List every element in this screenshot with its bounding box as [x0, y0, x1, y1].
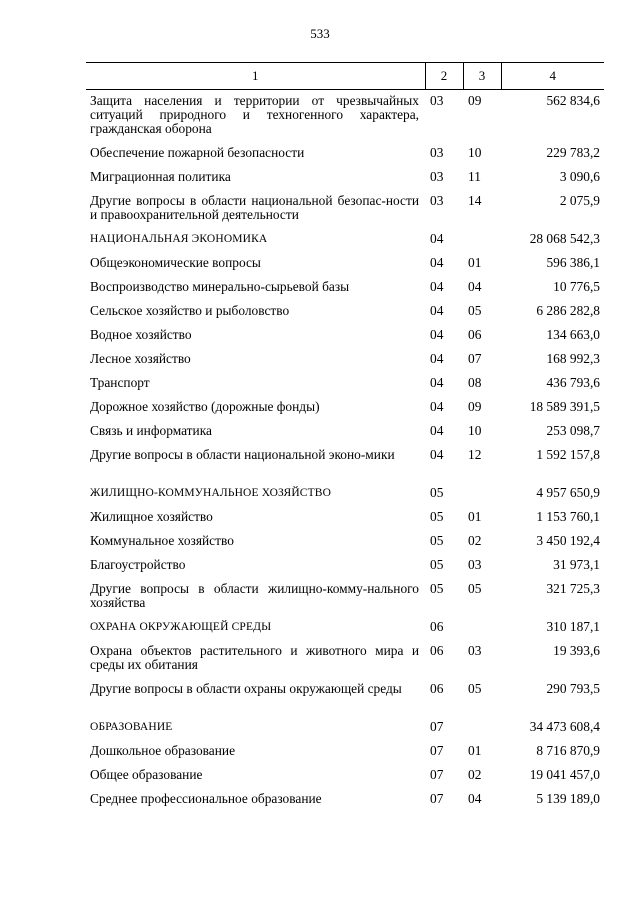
row-section-code: 07	[430, 719, 444, 734]
row-subsection-code: 09	[468, 93, 482, 108]
table-row	[86, 170, 604, 194]
row-name: ОБРАЗОВАНИЕ	[90, 721, 173, 733]
row-subsection-code: 03	[468, 557, 482, 572]
row-subsection-code: 09	[468, 399, 482, 414]
row-section-code: 07	[430, 743, 444, 758]
row-name: Миграционная политика	[90, 169, 231, 184]
row-section-code: 03	[430, 93, 444, 108]
table-row	[86, 424, 604, 448]
header-amount-column: 4	[501, 63, 604, 90]
row-subsection-code: 04	[468, 279, 482, 294]
row-amount: 2 075,9	[559, 193, 600, 208]
row-amount: 229 783,2	[546, 145, 600, 160]
row-subsection-code: 01	[468, 743, 482, 758]
row-section-code: 04	[430, 351, 444, 366]
table-row	[86, 448, 604, 486]
table-row	[86, 792, 604, 816]
row-amount: 562 834,6	[546, 93, 600, 108]
row-amount: 31 973,1	[553, 557, 600, 572]
row-name: ЖИЛИЩНО-КОММУНАЛЬНОЕ ХОЗЯЙСТВО	[90, 487, 332, 499]
row-name: Защита населения и территории от чрезвычайных ситуаций природного и техногенного характера, гражданская оборона	[90, 93, 419, 136]
row-subsection-code: 10	[468, 145, 482, 160]
row-subsection-code: 02	[468, 533, 482, 548]
row-subsection-code: 05	[468, 303, 482, 318]
row-name: Общее образование	[90, 767, 203, 782]
row-amount: 28 068 542,3	[529, 231, 600, 246]
table-row	[86, 744, 604, 768]
table-row	[86, 510, 604, 534]
row-name: ОХРАНА ОКРУЖАЮЩЕЙ СРЕДЫ	[90, 621, 272, 633]
row-section-code: 04	[430, 447, 444, 462]
row-section-code: 03	[430, 145, 444, 160]
row-amount: 5 139 189,0	[536, 791, 600, 806]
row-amount: 4 957 650,9	[536, 485, 600, 500]
row-section-code: 03	[430, 169, 444, 184]
row-name: Среднее профессиональное образование	[90, 791, 322, 806]
row-amount: 1 153 760,1	[536, 509, 600, 524]
row-name: Лесное хозяйство	[90, 351, 191, 366]
budget-table	[86, 62, 604, 816]
row-name: Коммунальное хозяйство	[90, 533, 234, 548]
row-name: Охрана объектов растительного и животного мира и среды их обитания	[90, 643, 419, 672]
row-name: Другие вопросы в области национальной безопас-ности и правоохранительной деятельности	[90, 193, 419, 222]
table-row	[86, 280, 604, 304]
row-section-code: 04	[430, 303, 444, 318]
table-row	[86, 376, 604, 400]
row-amount: 310 187,1	[546, 619, 600, 634]
row-section-code: 04	[430, 279, 444, 294]
row-name: Связь и информатика	[90, 423, 212, 438]
table-row	[86, 582, 604, 620]
table-row	[86, 400, 604, 424]
row-subsection-code: 08	[468, 375, 482, 390]
row-section-code: 04	[430, 231, 444, 246]
row-amount: 34 473 608,4	[529, 719, 600, 734]
row-amount: 19 041 457,0	[529, 767, 600, 782]
table-row-heading	[86, 486, 604, 510]
table-body	[86, 90, 604, 817]
row-amount: 134 663,0	[546, 327, 600, 342]
row-section-code: 06	[430, 643, 444, 658]
row-amount: 3 450 192,4	[536, 533, 600, 548]
row-subsection-code: 14	[468, 193, 482, 208]
table-header	[86, 63, 604, 90]
row-subsection-code: 06	[468, 327, 482, 342]
row-name: Сельское хозяйство и рыболовство	[90, 303, 290, 318]
row-name: Общеэкономические вопросы	[90, 255, 261, 270]
row-subsection-code: 11	[468, 169, 481, 184]
row-section-code: 04	[430, 399, 444, 414]
table-row	[86, 682, 604, 720]
page-number: 533	[310, 26, 330, 41]
row-name: Другие вопросы в области национальной эконо-мики	[90, 447, 395, 462]
row-subsection-code: 03	[468, 643, 482, 658]
row-subsection-code: 12	[468, 447, 482, 462]
row-subsection-code: 10	[468, 423, 482, 438]
row-section-code: 03	[430, 193, 444, 208]
table-row	[86, 256, 604, 280]
row-amount: 596 386,1	[546, 255, 600, 270]
row-name: Другие вопросы в области охраны окружающей среды	[90, 681, 402, 696]
table-row	[86, 146, 604, 170]
row-name: Воспроизводство минерально-сырьевой базы	[90, 279, 350, 294]
row-amount: 3 090,6	[559, 169, 600, 184]
row-section-code: 05	[430, 485, 444, 500]
row-section-code: 04	[430, 255, 444, 270]
header-section-column: 2	[425, 63, 463, 90]
row-name: Транспорт	[90, 375, 150, 390]
table-row-heading	[86, 232, 604, 256]
row-subsection-code: 07	[468, 351, 482, 366]
row-amount: 19 393,6	[553, 643, 600, 658]
row-subsection-code: 05	[468, 581, 482, 596]
table-row	[86, 194, 604, 232]
row-section-code: 04	[430, 375, 444, 390]
row-amount: 6 286 282,8	[536, 303, 600, 318]
row-amount: 1 592 157,8	[536, 447, 600, 462]
row-subsection-code: 04	[468, 791, 482, 806]
row-amount: 8 716 870,9	[536, 743, 600, 758]
row-section-code: 07	[430, 791, 444, 806]
row-subsection-code	[463, 232, 501, 256]
table-row	[86, 352, 604, 376]
table-row	[86, 768, 604, 792]
header-row	[86, 63, 604, 90]
row-amount: 321 725,3	[546, 581, 600, 596]
row-name: Дорожное хозяйство (дорожные фонды)	[90, 399, 320, 414]
row-name: Жилищное хозяйство	[90, 509, 213, 524]
row-section-code: 06	[430, 619, 444, 634]
row-section-code: 06	[430, 681, 444, 696]
header-subsection-column: 3	[463, 63, 501, 90]
row-amount: 168 992,3	[546, 351, 600, 366]
row-section-code: 05	[430, 557, 444, 572]
row-subsection-code: 01	[468, 255, 482, 270]
header-name-column: 1	[86, 63, 425, 90]
table-row	[86, 644, 604, 682]
table-row-heading	[86, 620, 604, 644]
row-name: НАЦИОНАЛЬНАЯ ЭКОНОМИКА	[90, 233, 268, 245]
row-subsection-code	[463, 720, 501, 744]
row-subsection-code	[463, 486, 501, 510]
row-section-code: 05	[430, 581, 444, 596]
table-row	[86, 304, 604, 328]
row-name: Другие вопросы в области жилищно-комму-нального хозяйства	[90, 581, 419, 610]
table-row-heading	[86, 720, 604, 744]
row-section-code: 07	[430, 767, 444, 782]
row-section-code: 05	[430, 509, 444, 524]
row-name: Обеспечение пожарной безопасности	[90, 145, 305, 160]
table-row	[86, 558, 604, 582]
row-name: Дошкольное образование	[90, 743, 236, 758]
row-subsection-code	[463, 620, 501, 644]
budget-table-container	[86, 62, 604, 816]
table-row	[86, 534, 604, 558]
row-amount: 436 793,6	[546, 375, 600, 390]
table-row	[86, 90, 604, 147]
row-amount: 10 776,5	[553, 279, 600, 294]
row-section-code: 05	[430, 533, 444, 548]
row-name: Водное хозяйство	[90, 327, 192, 342]
row-amount: 290 793,5	[546, 681, 600, 696]
row-subsection-code: 01	[468, 509, 482, 524]
row-section-code: 04	[430, 327, 444, 342]
row-name: Благоустройство	[90, 557, 186, 572]
row-subsection-code: 02	[468, 767, 482, 782]
row-subsection-code: 05	[468, 681, 482, 696]
table-row	[86, 328, 604, 352]
row-section-code: 04	[430, 423, 444, 438]
row-amount: 253 098,7	[546, 423, 600, 438]
row-amount: 18 589 391,5	[529, 399, 600, 414]
